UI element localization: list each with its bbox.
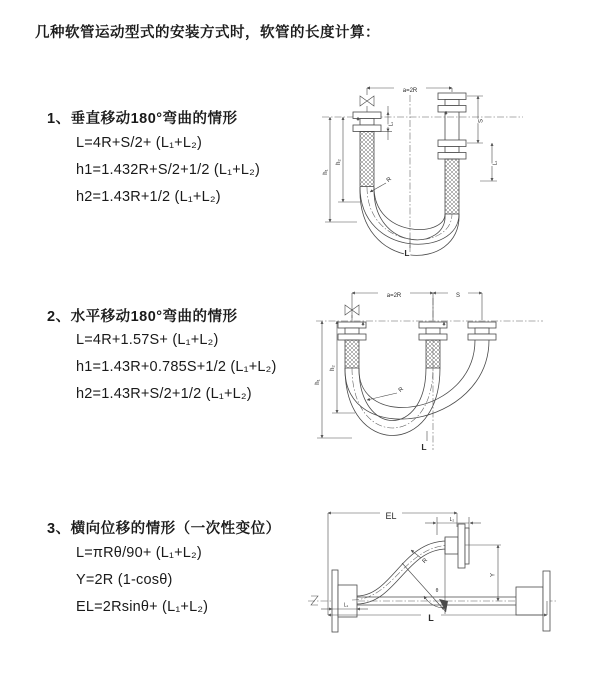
section-1-formula-l: L=4R+S/2+ (L₁+L₂) xyxy=(76,135,202,151)
l-label: L xyxy=(421,442,427,452)
left-flange xyxy=(332,570,357,632)
section-1-formula-h2: h2=1.43R+1/2 (L₁+L₂) xyxy=(76,189,221,205)
h2-label: h₂ xyxy=(336,159,342,165)
h2-label: h₂ xyxy=(330,365,336,371)
section-2-formula-l: L=4R+1.57S+ (L₁+L₂) xyxy=(76,332,219,348)
dimension-span-2r xyxy=(352,293,433,320)
length-callout xyxy=(404,238,410,258)
dimension-length xyxy=(328,601,547,623)
dimension-stroke-s xyxy=(467,96,485,143)
diagram-horizontal-180-bend xyxy=(312,283,552,455)
diagram-vertical-180-bend xyxy=(308,75,548,260)
dimension-l2 xyxy=(480,143,499,181)
hose-u-curves xyxy=(345,340,489,436)
raised-right-flange xyxy=(445,524,469,568)
radius-callout xyxy=(367,386,405,400)
r-label: R xyxy=(385,176,393,184)
r-label: R xyxy=(421,557,429,565)
valve-icon xyxy=(360,96,374,112)
left-pipe-flange xyxy=(338,322,366,368)
dimension-l1 xyxy=(381,106,395,140)
el-label: EL xyxy=(385,510,397,521)
dimension-l2 xyxy=(425,517,481,535)
l-label: L xyxy=(404,248,410,258)
hose-u-curves xyxy=(360,187,459,255)
theta-label: θ xyxy=(435,588,439,594)
section-3-formula-y: Y=2R (1-cosθ) xyxy=(76,572,173,588)
section-3-formula-el: EL=2Rsinθ+ (L₁+L₂) xyxy=(76,599,209,615)
left-pipe-flange xyxy=(353,112,381,187)
radius-callout xyxy=(411,550,429,565)
y-label: Y xyxy=(490,572,497,578)
right-pipe-flange xyxy=(468,322,496,340)
dimension-y xyxy=(465,545,501,601)
section-1-formula-h1: h1=1.432R+S/2+1/2 (L₁+L₂) xyxy=(76,162,261,178)
h1-label: h₁ xyxy=(323,169,329,175)
page-title: 几种软管运动型式的安装方式时，软管的长度计算： xyxy=(35,25,380,41)
section-2-heading: 2、水平移动180°弯曲的情形 xyxy=(47,309,238,325)
h1-label: h₁ xyxy=(315,379,321,385)
dimension-stroke-s xyxy=(433,293,482,320)
right-pipe-flange xyxy=(438,93,466,214)
section-2-formula-h2: h2=1.43R+S/2+1/2 (L₁+L₂) xyxy=(76,386,252,402)
section-3-heading: 3、横向位移的情形（一次性变位） xyxy=(47,521,281,537)
section-2-formula-h1: h1=1.43R+0.785S+1/2 (L₁+L₂) xyxy=(76,359,277,375)
l2-label: L₂ xyxy=(492,160,499,166)
l1-label: L₁ xyxy=(388,121,395,127)
l2-label: L₂ xyxy=(449,517,455,523)
centerlines xyxy=(316,298,543,450)
s-label: S xyxy=(478,118,485,124)
diagram-lateral-displacement xyxy=(300,500,565,655)
dimension-h1 xyxy=(323,117,357,222)
section-1-heading: 1、垂直移动180°弯曲的情形 xyxy=(47,111,238,127)
span-2r-label: a=2R xyxy=(402,88,418,95)
section-3-formula-l: L=πRθ/90+ (L₁+L₂) xyxy=(76,545,202,561)
r-label: R xyxy=(397,386,405,394)
s-label: S xyxy=(455,293,461,300)
l-label: L xyxy=(428,612,434,623)
s-curve-hose xyxy=(352,541,452,604)
middle-pipe-flange xyxy=(419,322,447,368)
span-2r-label: a=2R xyxy=(386,293,402,300)
length-callout xyxy=(421,431,427,452)
centerline-break xyxy=(311,596,318,605)
l1-label: L₁ xyxy=(343,602,349,609)
